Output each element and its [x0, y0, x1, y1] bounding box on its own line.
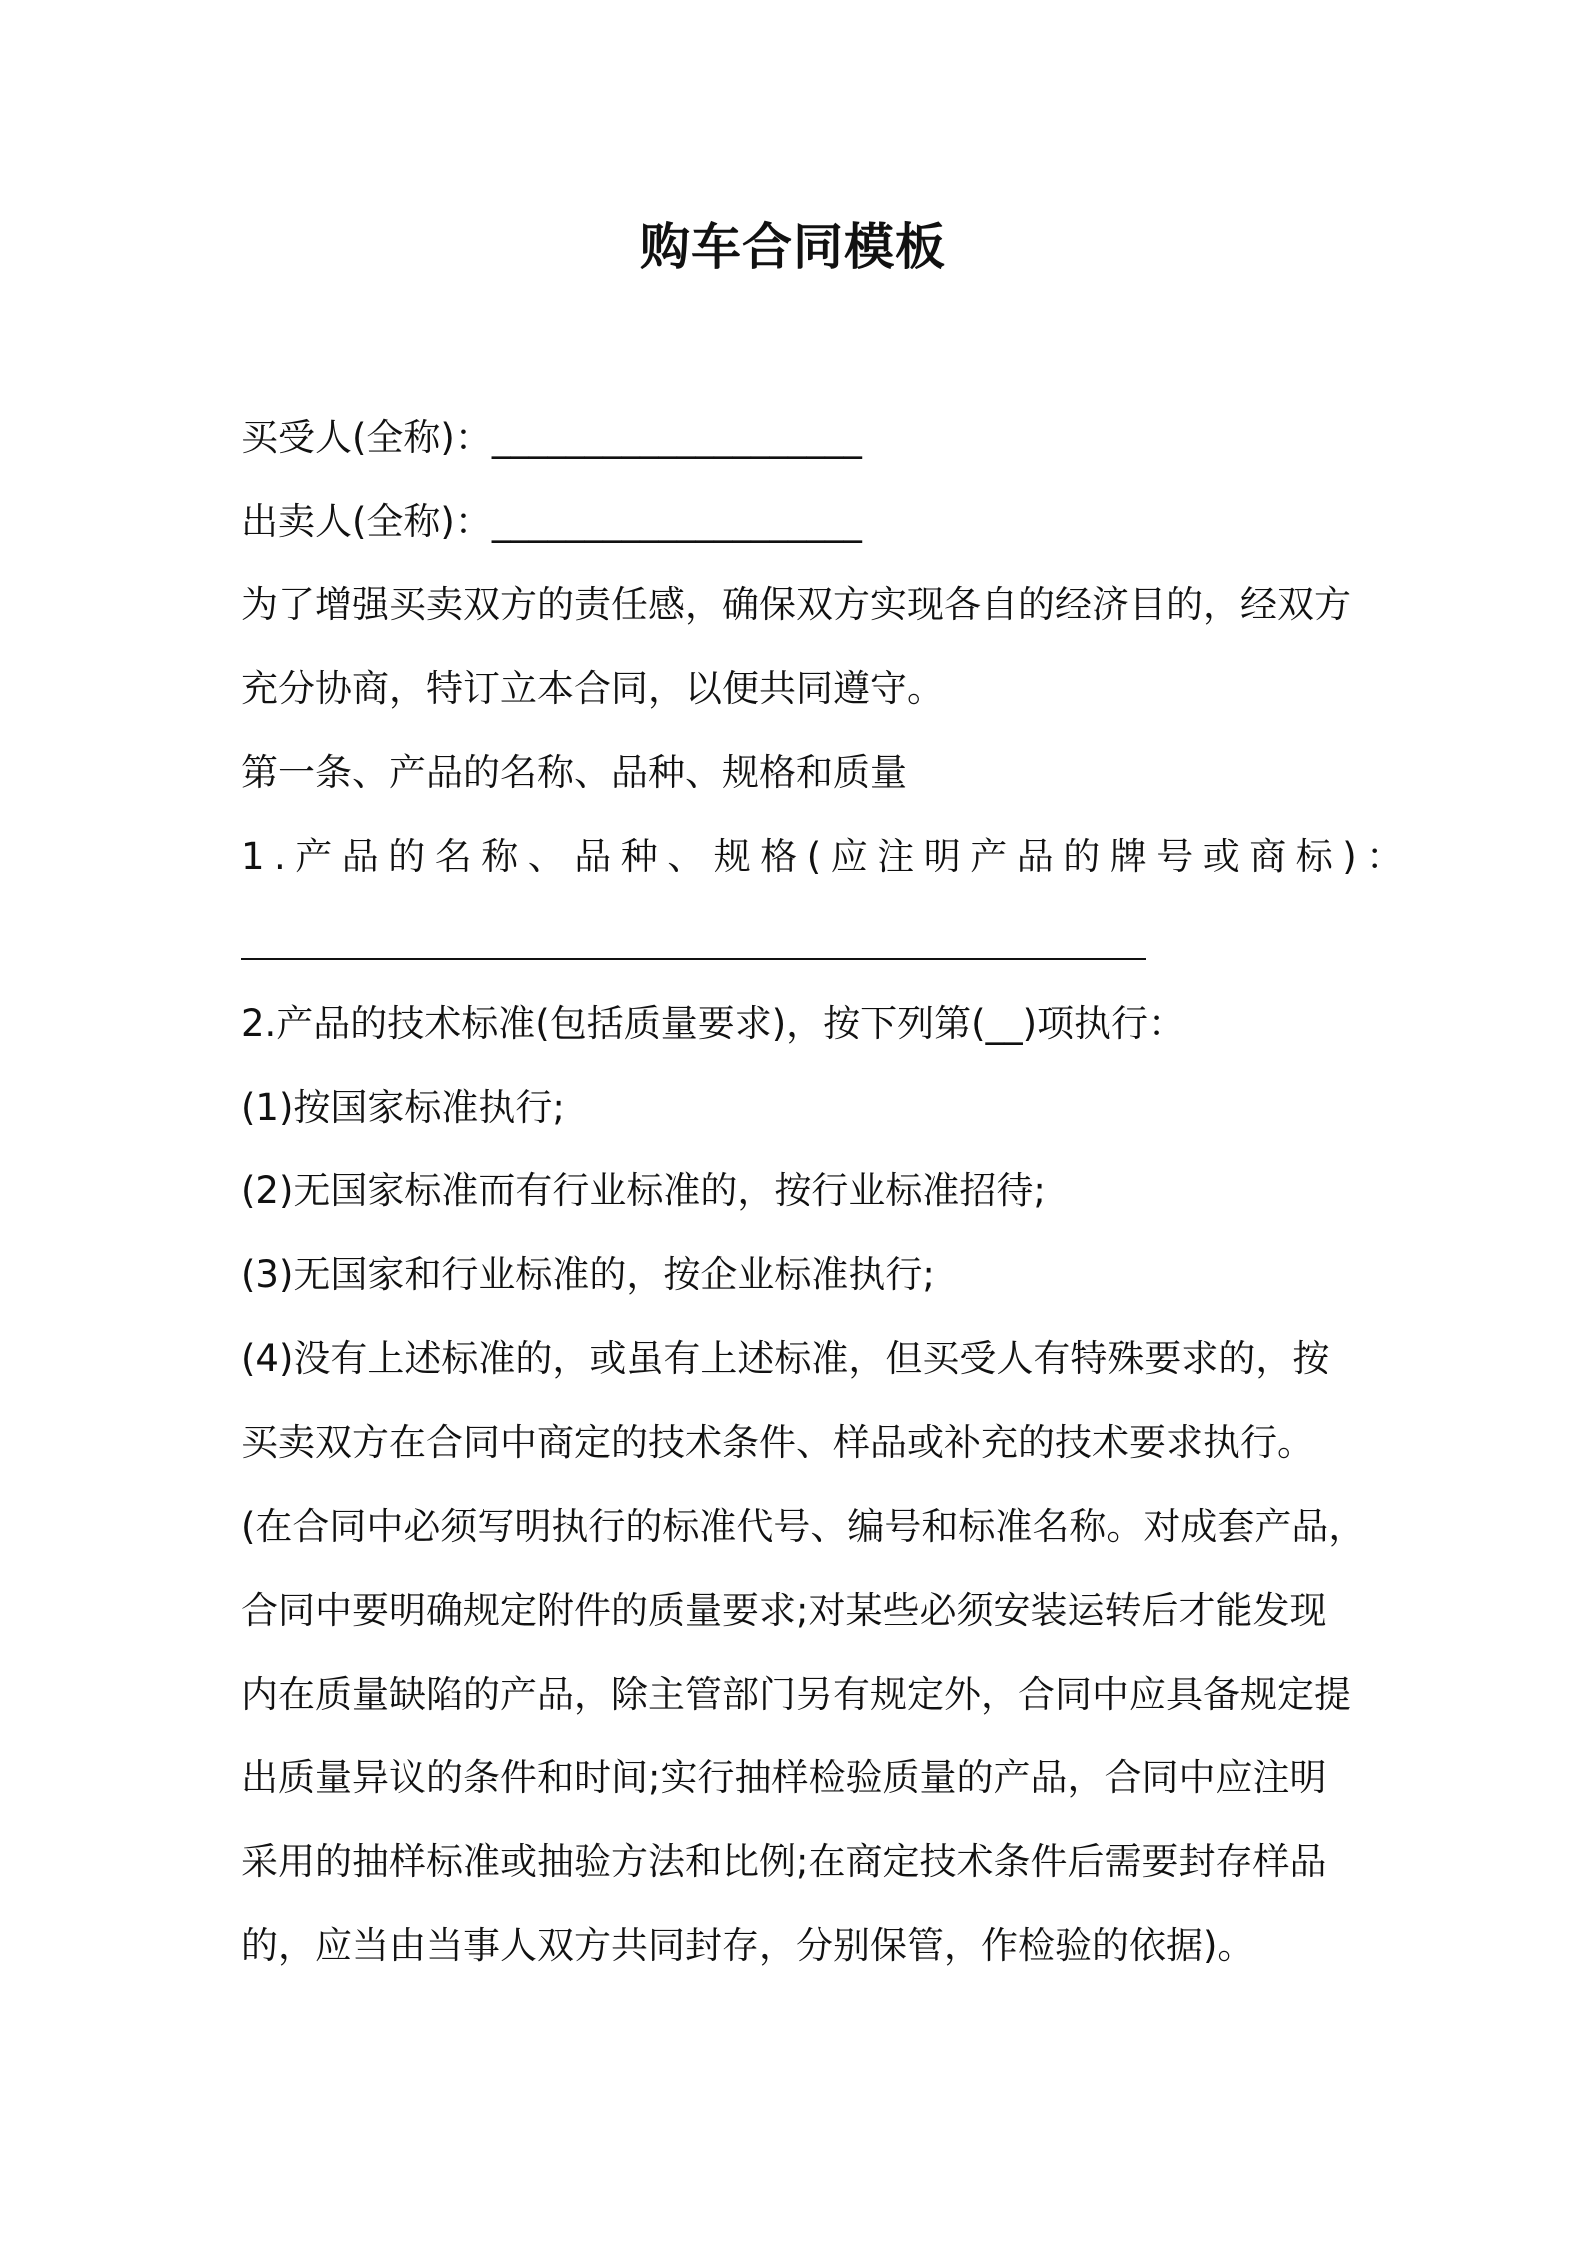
note-line: (在合同中必须写明执行的标准代号、编号和标准名称。对成套产品，: [241, 1505, 1366, 1548]
option-4-line-1: (4)没有上述标准的，或虽有上述标准，但买受人有特殊要求的，按: [241, 1337, 1330, 1380]
fill-in-blank-line: [241, 958, 1146, 960]
item-2-line: 2.产品的技术标准(包括质量要求)，按下列第(__)项执行：: [241, 1002, 1186, 1045]
note-line: 的，应当由当事人双方共同封存，分别保管，作检验的依据)。: [241, 1924, 1255, 1967]
intro-line-1: 为了增强买卖双方的责任感，确保双方实现各自的经济目的，经双方: [241, 583, 1351, 626]
seller-line: 出卖人(全称)：____________________: [241, 500, 862, 543]
option-4-line-2: 买卖双方在合同中商定的技术条件、样品或补充的技术要求执行。: [241, 1421, 1314, 1464]
note-line: 出质量异议的条件和时间;实行抽样检验质量的产品，合同中应注明: [241, 1756, 1327, 1799]
article-1-heading: 第一条、产品的名称、品种、规格和质量: [241, 751, 907, 794]
item-1-line: 1.产品的名称、品种、规格(应注明产品的牌号或商标)：: [241, 835, 1413, 878]
option-3: (3)无国家和行业标准的，按企业标准执行;: [241, 1253, 935, 1296]
note-line: 内在质量缺陷的产品，除主管部门另有规定外，合同中应具备规定提: [241, 1673, 1351, 1716]
intro-line-2: 充分协商，特订立本合同，以便共同遵守。: [241, 667, 944, 710]
option-1: (1)按国家标准执行;: [241, 1086, 565, 1129]
buyer-line: 买受人(全称)：____________________: [241, 416, 862, 459]
note-line: 采用的抽样标准或抽验方法和比例;在商定技术条件后需要封存样品: [241, 1840, 1327, 1883]
note-line: 合同中要明确规定附件的质量要求;对某些必须安装运转后才能发现: [241, 1589, 1327, 1632]
option-2: (2)无国家标准而有行业标准的，按行业标准招待;: [241, 1169, 1046, 1212]
document-title: 购车合同模板: [640, 218, 946, 276]
